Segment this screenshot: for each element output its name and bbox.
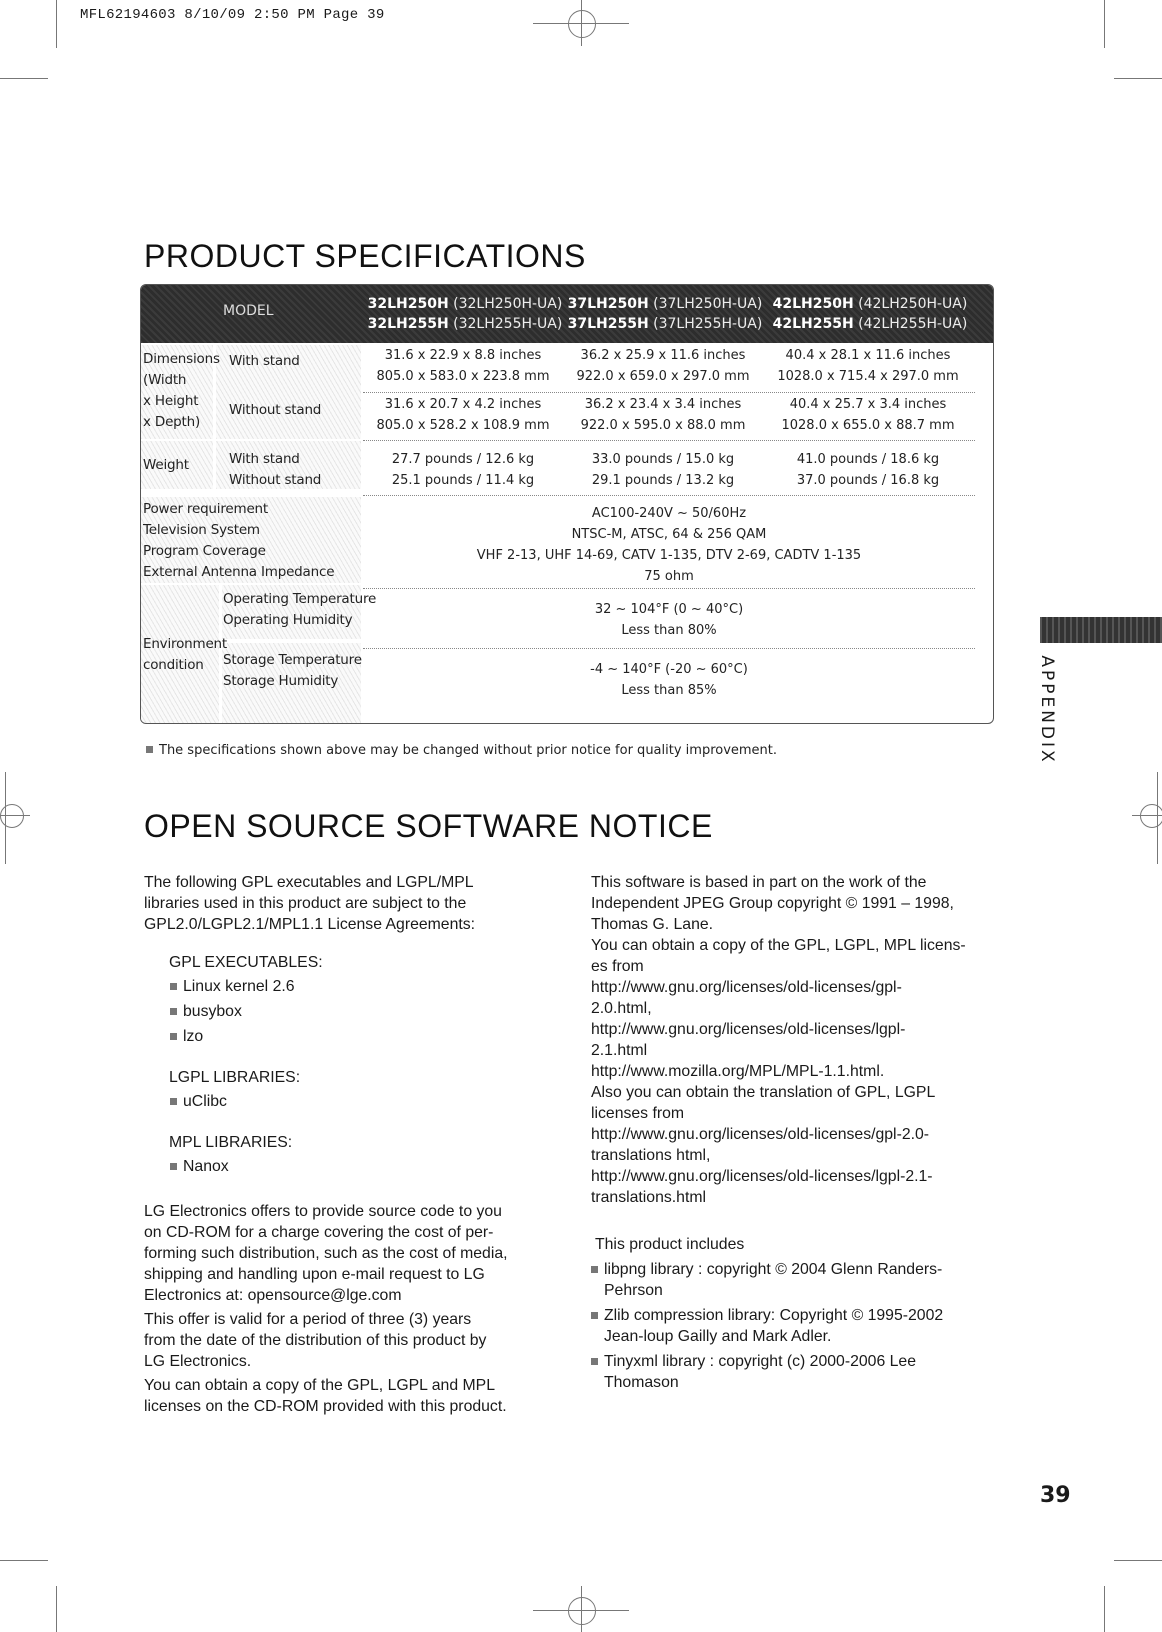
bullet-icon [591, 1358, 598, 1365]
crop-mark [1114, 1560, 1162, 1561]
intro-line: The following GPL executables and LGPL/MPL [144, 874, 474, 891]
crop-mark [1104, 1586, 1105, 1632]
list-item: Nanox [170, 1156, 564, 1177]
registration-mark [568, 1597, 596, 1625]
bullet-icon [170, 983, 177, 990]
with-stand-label: With stand [229, 451, 300, 467]
row-divider [363, 588, 975, 589]
offer-paragraph: LG Electronics offers to provide source code to you on CD-ROM for a charge covering the cost of per- forming such distribution, such as the cost of media, shipping and handling upon e-mail request to LG Electronics at: opensource@lge.com [144, 1203, 508, 1304]
spec-table [140, 284, 994, 724]
general-labels: Power requirement Television System Program Coverage External Antenna Impedance [143, 501, 335, 580]
dimension-value: 40.4 x 25.7 x 3.4 inches 1028.0 x 655.0 x 88.7 mm [781, 397, 955, 433]
list-item: libpng library : copyright © 2004 Glenn Randers- Pehrson [591, 1259, 1011, 1301]
appendix-tab-bar [1040, 617, 1162, 643]
registration-mark [0, 804, 24, 828]
list-item: busybox [170, 1001, 564, 1022]
crop-mark [1114, 78, 1162, 79]
mpl-heading: MPL LIBRARIES: [169, 1134, 293, 1151]
environment-label: Environment condition [143, 636, 228, 673]
spec-table-header [141, 285, 993, 343]
gpl-heading: GPL EXECUTABLES: [169, 954, 323, 971]
weight-value: 27.7 pounds / 12.6 kg 25.1 pounds / 11.4 kg [391, 452, 535, 488]
storage-values: -4 ~ 140°F (-20 ~ 60°C) Less than 85% [590, 662, 748, 698]
license-url: http://www.gnu.org/licenses/old-licenses/lgpl-2.1- [591, 1168, 933, 1185]
bullet-icon [146, 746, 153, 753]
general-values: AC100-240V ~ 50/60Hz NTSC-M, ATSC, 64 & 256 QAM VHF 2-13, UHF 14-69, CATV 1-135, DTV 2-69, CADTV 1-135 75 ohm [476, 506, 862, 584]
row-divider [363, 648, 975, 649]
oss-left-column [144, 872, 564, 1417]
includes-heading: This product includes [595, 1236, 745, 1253]
list-item: uClibc [170, 1091, 564, 1112]
oss-right-column: This software is based in part on the work of the Independent JPEG Group copyright © 1991 – 1998, Thomas G. Lane. You can obtain a copy of the GPL, LGPL, MPL licens- es from http://www.gnu.org/licenses/old-licenses/gpl- 2.0.html, http://www.gnu.org/licenses/old-licenses/lgpl- 2.1.html http://www.mozilla.org/MPL/MPL-1.1.html. Also you can obtain the translation of GPL, LGPL licenses from http://www.gnu.org/licenses/old-licenses/gpl-2.0- translations html, http://www.gnu.org/licenses/old-licenses/lgpl-2.1- translations.html This product includes libpng library : copyright © 2004 Glenn Randers- Pehrson Zlib compression library: Copyright © 1995-2002 Jean-loup Gailly and Mark Adler. Tinyxml library : copyright (c) 2000-2006 Lee Thomason [591, 872, 1011, 1393]
registration-mark [568, 10, 596, 38]
bullet-icon [170, 1008, 177, 1015]
list-item: Zlib compression library: Copyright © 1995-2002 Jean-loup Gailly and Mark Adler. [591, 1305, 1011, 1347]
crop-mark [0, 1560, 48, 1561]
registration-mark [1157, 772, 1158, 864]
model-cell: 42LH250H (42LH250H-UA) 42LH255H (42LH255H-UA) [772, 296, 968, 332]
dimension-value: 36.2 x 25.9 x 11.6 inches 922.0 x 659.0 x 297.0 mm [576, 348, 750, 384]
intro-line: GPL2.0/LGPL2.1/MPL1.1 License Agreements: [144, 916, 476, 933]
page-number: 39 [1040, 1483, 1071, 1508]
section-title: OPEN SOURCE SOFTWARE NOTICE [144, 808, 713, 844]
dimension-value: 31.6 x 20.7 x 4.2 inches 805.0 x 528.2 x 108.9 mm [376, 397, 550, 433]
spec-note: The specifications shown above may be changed without prior notice for quality improvement. [146, 743, 777, 758]
crop-mark [0, 78, 48, 79]
weight-value: 41.0 pounds / 18.6 kg 37.0 pounds / 16.8 kg [796, 452, 940, 488]
list-item: Linux kernel 2.6 [170, 976, 564, 997]
bullet-icon [170, 1098, 177, 1105]
cdrom-paragraph: You can obtain a copy of the GPL, LGPL and MPL licenses on the CD-ROM provided with this product. [144, 1377, 507, 1415]
license-url: http://www.gnu.org/licenses/old-licenses/gpl- [591, 979, 902, 996]
row-divider [363, 440, 975, 441]
registration-mark [1140, 804, 1162, 828]
license-url: http://www.gnu.org/licenses/old-licenses/lgpl- [591, 1021, 906, 1038]
row-divider [363, 392, 975, 393]
dimension-value: 40.4 x 28.1 x 11.6 inches 1028.0 x 715.4 x 297.0 mm [777, 348, 959, 384]
crop-mark [56, 0, 57, 48]
lgpl-heading: LGPL LIBRARIES: [169, 1069, 301, 1086]
registration-mark [581, 1586, 582, 1632]
storage-labels: Storage Temperature Storage Humidity [223, 652, 362, 689]
registration-mark [5, 772, 6, 864]
validity-paragraph: This offer is valid for a period of three (3) years from the date of the distribution of this product by LG Electronics. [144, 1311, 487, 1370]
model-cell: 32LH250H (32LH250H-UA) 32LH255H (32LH255H-UA) [367, 296, 563, 332]
without-stand-label: Without stand [229, 472, 322, 488]
list-item: Tinyxml library : copyright (c) 2000-2006 Lee Thomason [591, 1351, 1011, 1393]
without-stand-label: Without stand [229, 402, 322, 418]
print-header: MFL62194603 8/10/09 2:50 PM Page 39 [80, 7, 385, 23]
bullet-icon [591, 1266, 598, 1273]
intro-line: libraries used in this product are subject to the [144, 895, 467, 912]
crop-mark [56, 1586, 57, 1632]
bullet-icon [170, 1163, 177, 1170]
dimensions-label: Dimensions (Width x Height x Depth) [143, 351, 220, 430]
model-cell: 37LH250H (37LH250H-UA) 37LH255H (37LH255H-UA) [567, 296, 763, 332]
dimension-value: 31.6 x 22.9 x 8.8 inches 805.0 x 583.0 x 223.8 mm [376, 348, 550, 384]
bullet-icon [591, 1312, 598, 1319]
dimension-value: 36.2 x 23.4 x 3.4 inches 922.0 x 595.0 x 88.0 mm [580, 397, 746, 433]
license-url: http://www.mozilla.org/MPL/MPL-1.1.html. [591, 1063, 885, 1080]
page-title: PRODUCT SPECIFICATIONS [144, 238, 586, 274]
license-url: http://www.gnu.org/licenses/old-licenses/gpl-2.0- [591, 1126, 930, 1143]
registration-mark [581, 0, 582, 46]
list-item: lzo [170, 1026, 564, 1047]
operating-values: 32 ~ 104°F (0 ~ 40°C) Less than 80% [594, 602, 744, 638]
operating-labels: Operating Temperature Operating Humidity [223, 591, 377, 628]
bullet-icon [170, 1033, 177, 1040]
row-divider [363, 495, 975, 496]
with-stand-label: With stand [229, 353, 300, 369]
weight-value: 33.0 pounds / 15.0 kg 29.1 pounds / 13.2 kg [591, 452, 735, 488]
model-label: MODEL [223, 303, 274, 319]
crop-mark [1104, 0, 1105, 48]
appendix-tab-label: APPENDIX [1037, 655, 1057, 765]
weight-label: Weight [143, 457, 189, 473]
